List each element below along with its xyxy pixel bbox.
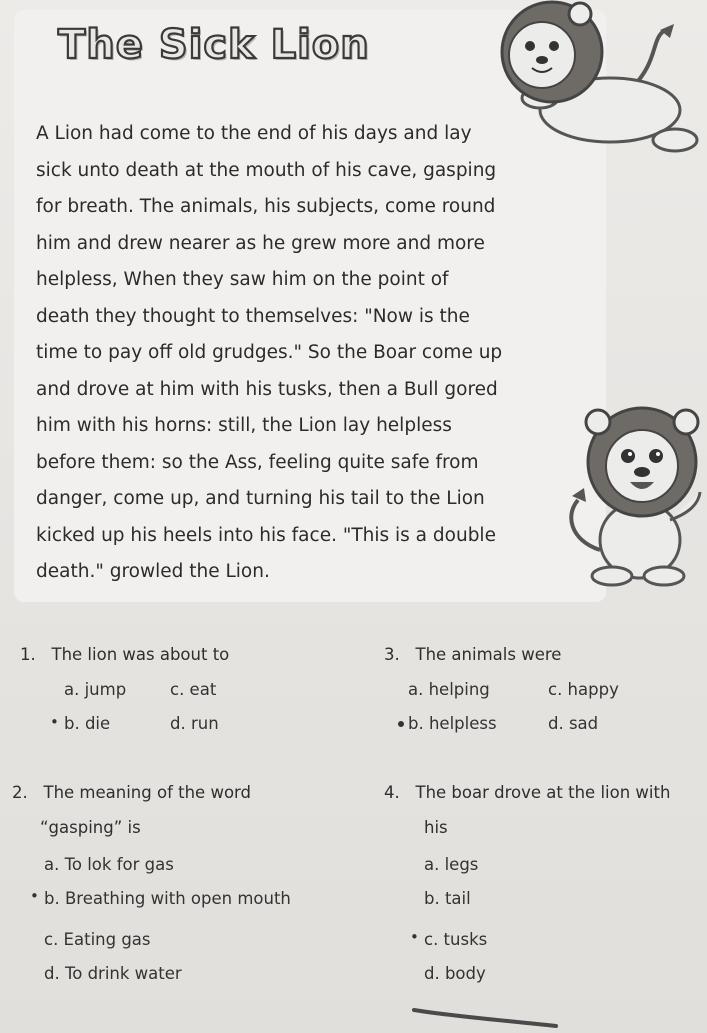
question-text: The lion was about to (51, 645, 230, 664)
question-2 (12, 783, 251, 802)
question-text: The animals were (415, 645, 562, 664)
option-b[interactable]: b. tail (424, 889, 471, 908)
story-line: time to pay off old grudges." So the Boar come up (36, 342, 503, 363)
answer-mark-icon: • (30, 887, 39, 905)
story-line: sick unto death at the mouth of his cave, gasping (36, 159, 497, 181)
story-line: him and drew nearer as he grew more and more (36, 232, 485, 254)
story-line: before them: so the Ass, feeling quite safe from (36, 451, 479, 473)
story-line: danger, come up, and turning his tail to the Lion (36, 488, 485, 509)
option-c[interactable]: c. happy (548, 680, 619, 699)
question-number: 1. (20, 645, 36, 664)
answer-mark-icon: • (50, 713, 59, 731)
question-text-line2: his (424, 818, 448, 837)
option-d[interactable]: d. body (424, 964, 486, 983)
story-text (36, 116, 606, 591)
question-text-line2: “gasping” is (40, 818, 141, 837)
question-number: 4. (384, 783, 400, 802)
story-line: helpless, When they saw him on the point of (36, 269, 449, 290)
question-text: The boar drove at the lion with (415, 783, 671, 802)
option-a[interactable]: a. helping (408, 680, 490, 699)
answer-mark-icon: • (410, 928, 419, 946)
pen-stroke-icon (410, 1006, 560, 1030)
option-d[interactable]: d. sad (548, 714, 599, 733)
story-line: A Lion had come to the end of his days and lay (36, 123, 472, 144)
option-d[interactable]: d. To drink water (44, 964, 182, 983)
page-title: The Sick Lion (58, 22, 370, 68)
story-line: and drove at him with his tusks, then a Bull gored (36, 378, 498, 400)
story-line: kicked up his heels into his face. "This is a double (36, 524, 496, 546)
question-4 (384, 783, 670, 802)
option-c[interactable]: c. eat (170, 680, 217, 699)
option-a[interactable]: a. jump (64, 680, 127, 699)
option-d[interactable]: d. run (170, 714, 219, 733)
story-line: death." growled the Lion. (36, 561, 270, 582)
story-line: death they thought to themselves: "Now is the (36, 305, 470, 327)
option-b[interactable]: b. Breathing with open mouth (44, 889, 291, 908)
story-line: him with his horns: still, the Lion lay helpless (36, 415, 452, 436)
option-c[interactable]: c. Eating gas (44, 930, 151, 949)
option-a[interactable]: a. legs (424, 855, 479, 874)
answer-mark-icon (398, 721, 404, 727)
question-text: The meaning of the word (43, 783, 252, 802)
lion-illustration-side (560, 400, 706, 590)
question-3 (384, 645, 561, 664)
option-b[interactable]: b. helpless (408, 714, 497, 733)
question-number: 3. (384, 645, 400, 664)
question-number: 2. (12, 783, 28, 802)
story-line: for breath. The animals, his subjects, come round (36, 196, 496, 217)
option-a[interactable]: a. To lok for gas (44, 855, 174, 874)
option-c[interactable]: c. tusks (424, 930, 488, 949)
option-b[interactable]: b. die (64, 714, 111, 733)
question-1 (20, 645, 229, 664)
